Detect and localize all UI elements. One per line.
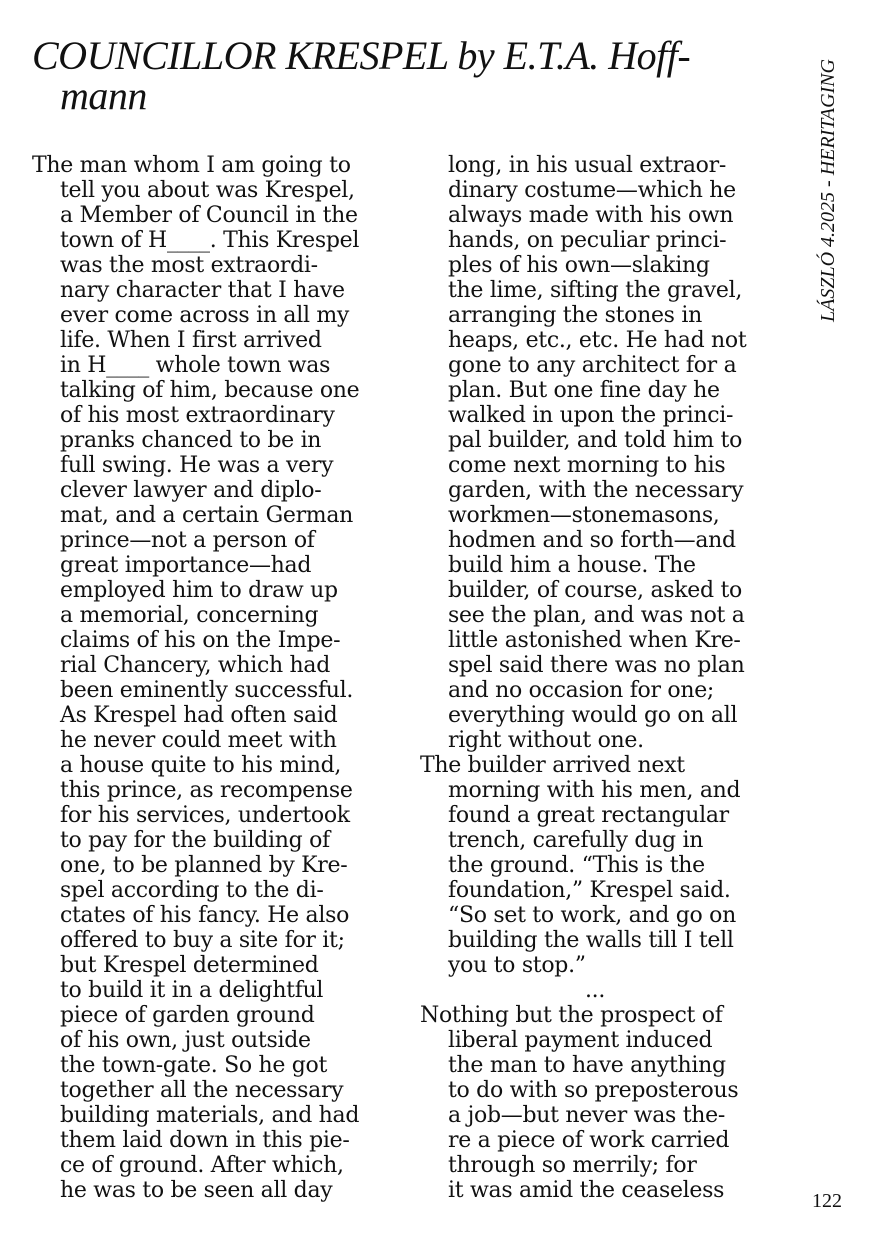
- text-line: hodmen and so forth—and: [448, 528, 736, 553]
- text-line: morning with his men, and: [448, 778, 741, 803]
- text-line: in H____ whole town was: [60, 353, 331, 378]
- text-line: walked in upon the princi-: [448, 403, 734, 428]
- text-line: build him a house. The: [448, 553, 696, 578]
- text-line: builder, of course, asked to: [448, 578, 742, 603]
- text-line: a job—but never was the-: [448, 1103, 725, 1128]
- text-line: workmen—stonemasons,: [448, 503, 720, 528]
- text-line: the ground. “This is the: [448, 853, 705, 878]
- text-line: Nothing but the prospect of: [420, 1003, 723, 1028]
- paragraph: [32, 153, 402, 1203]
- text-line: pranks chanced to be in: [60, 428, 322, 453]
- text-line: spel said there was no plan: [448, 653, 745, 678]
- text-line: full swing. He was a very: [60, 453, 334, 478]
- text-line: the man to have anything: [448, 1053, 726, 1078]
- paragraph: [420, 753, 790, 978]
- text-line: always made with his own: [448, 203, 734, 228]
- text-line: been eminently successful.: [60, 678, 354, 703]
- title-line-2: mann: [60, 73, 147, 118]
- text-line: foundation,” Krespel said.: [448, 878, 731, 903]
- text-line: arranging the stones in: [448, 303, 702, 328]
- title-line-1: COUNCILLOR KRESPEL by E.T.A. Hoff-: [32, 33, 691, 78]
- text-line: of his own, just outside: [60, 1028, 311, 1053]
- text-line: “So set to work, and go on: [448, 903, 736, 928]
- text-line: talking of him, because one: [60, 378, 360, 403]
- text-line: tell you about was Krespel,: [60, 178, 355, 203]
- text-line: re a piece of work carried: [448, 1128, 730, 1153]
- text-line: claims of his on the Impe-: [60, 628, 341, 653]
- paragraph: [420, 153, 790, 753]
- text-line: was the most extraordi-: [60, 253, 318, 278]
- text-line: ever come across in all my: [60, 303, 350, 328]
- text-line: to build it in a delightful: [60, 978, 324, 1003]
- text-line: prince—not a person of: [60, 528, 315, 553]
- section-break-ellipsis: ...: [584, 978, 606, 1003]
- text-line: one, to be planned by Kre-: [60, 853, 348, 878]
- text-line: ctates of his fancy. He also: [60, 903, 350, 928]
- text-line: come next morning to his: [448, 453, 726, 478]
- text-line: the lime, sifting the gravel,: [448, 278, 743, 303]
- text-line: mat, and a certain German: [60, 503, 354, 528]
- text-line: rial Chancery, which had: [60, 653, 331, 678]
- paragraph: [420, 1003, 790, 1203]
- text-line: nary character that I have: [60, 278, 345, 303]
- text-line: ples of his own—slaking: [448, 253, 710, 278]
- text-line: the town-gate. So he got: [60, 1053, 328, 1078]
- article-title: [32, 33, 732, 118]
- text-line: garden, with the necessary: [448, 478, 744, 503]
- text-line: to do with so preposterous: [448, 1078, 739, 1103]
- text-line: everything would go on all: [448, 703, 738, 728]
- side-credit: LÁSZLÓ 4.2025 - HERITAGING: [817, 59, 839, 322]
- text-line: he never could meet with: [60, 728, 337, 753]
- text-line: The man whom I am going to: [32, 153, 351, 178]
- text-line: of his most extraordinary: [60, 403, 335, 428]
- text-line: it was amid the ceaseless: [448, 1178, 725, 1203]
- text-line: offered to buy a site for it;: [60, 928, 345, 953]
- text-line: gone to any architect for a: [448, 353, 737, 378]
- text-line: and no occasion for one;: [448, 678, 715, 703]
- text-line: together all the necessary: [60, 1078, 344, 1103]
- text-line: town of H____. This Krespel: [60, 228, 360, 253]
- text-line: life. When I first arrived: [60, 328, 322, 353]
- text-line: building materials, and had: [60, 1103, 360, 1128]
- text-line: ce of ground. After which,: [60, 1153, 344, 1178]
- text-line: right without one.: [448, 728, 644, 753]
- text-line: piece of garden ground: [60, 1003, 315, 1028]
- text-line: you to stop.”: [448, 953, 586, 978]
- text-line: The builder arrived next: [420, 753, 685, 778]
- text-line: a house quite to his mind,: [60, 753, 342, 778]
- text-line: them laid down in this pie-: [60, 1128, 350, 1153]
- right-text-column: [420, 153, 790, 1203]
- text-line: plan. But one fine day he: [448, 378, 720, 403]
- text-line: but Krespel determined: [60, 953, 319, 978]
- text-line: see the plan, and was not a: [448, 603, 745, 628]
- text-line: a memorial, concerning: [60, 603, 319, 628]
- text-line: trench, carefully dug in: [448, 828, 704, 853]
- text-line: liberal payment induced: [448, 1028, 713, 1053]
- text-line: spel according to the di-: [60, 878, 324, 903]
- text-line: employed him to draw up: [60, 578, 338, 603]
- text-line: he was to be seen all day: [60, 1178, 333, 1203]
- left-text-column: [32, 153, 402, 1203]
- text-line: dinary costume—which he: [448, 178, 736, 203]
- text-line: building the walls till I tell: [448, 928, 734, 953]
- text-line: this prince, as recompense: [60, 778, 353, 803]
- text-line: heaps, etc., etc. He had not: [448, 328, 747, 353]
- text-line: hands, on peculiar princi-: [448, 228, 727, 253]
- text-line: a Member of Council in the: [60, 203, 358, 228]
- text-line: for his services, undertook: [60, 803, 350, 828]
- text-line: great importance—had: [60, 553, 312, 578]
- page-number: 122: [812, 1190, 842, 1212]
- text-line: to pay for the building of: [60, 828, 330, 853]
- text-line: little astonished when Kre-: [448, 628, 741, 653]
- text-line: long, in his usual extraor-: [448, 153, 726, 178]
- text-line: found a great rectangular: [448, 803, 729, 828]
- text-line: pal builder, and told him to: [448, 428, 743, 453]
- text-line: clever lawyer and diplo-: [60, 478, 322, 503]
- text-line: through so merrily; for: [448, 1153, 697, 1178]
- text-line: As Krespel had often said: [60, 703, 338, 728]
